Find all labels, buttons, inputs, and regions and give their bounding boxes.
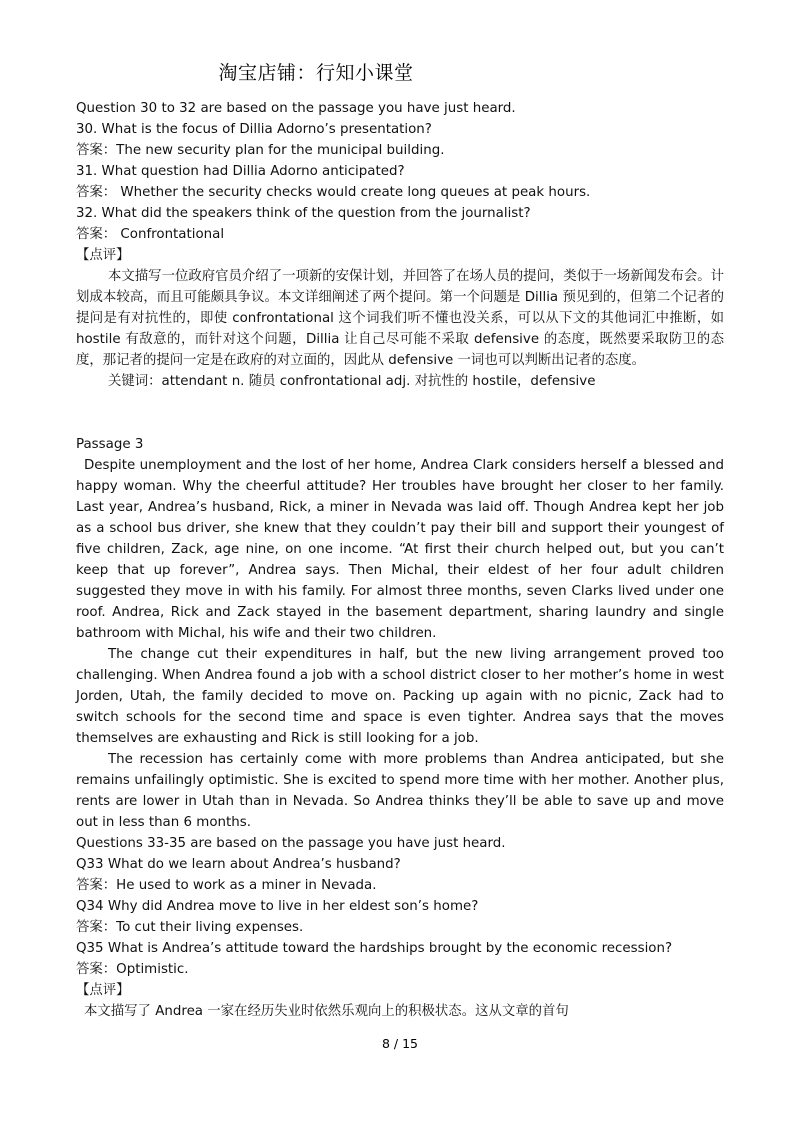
passage-paragraph-1: Despite unemployment and the lost of her home, Andrea Clark considers herself a blessed and happy woman. Why the cheerful attitude? Her troubles have brought her closer to her family. Last year, Andrea’s husband, Rick, a miner in Nevada was laid off. Though Andrea kept her job as a school bus driver, she knew that they couldn’t pay their bill and support their youngest of five children, Zack, age nine, on one income. “At first their church helped out, but you can’t keep that up forever”, Andrea says. Then Michal, their eldest of her four adult children suggested they move in with his family. For almost three months, seven Clarks lived under one roof. Andrea, Rick and Zack stayed in the basement department, sharing laundry and single bathroom with Michal, his wife and their two children. — [76, 458, 724, 641]
answer-34: 答案：To cut their living expenses. — [76, 920, 304, 935]
page-content — [76, 98, 724, 1022]
comment-title-1: 【点评】 — [76, 248, 130, 263]
passage-title: Passage 3 — [76, 437, 144, 452]
answer-31: 答案： Whether the security checks would create long queues at peak hours. — [76, 185, 591, 200]
answer-32: 答案： Confrontational — [76, 227, 225, 242]
question-32: 32. What did the speakers think of the question from the journalist? — [76, 206, 531, 221]
spacer — [76, 413, 724, 434]
question-30: 30. What is the focus of Dillia Adorno’s presentation? — [76, 122, 432, 137]
passage-paragraph-2: The change cut their expenditures in half, but the new living arrangement proved too challenging. When Andrea found a job with a school district closer to her mother’s home in west Jorden, Utah, the family decided to move on. Packing up again with no picnic, Zack had to switch schools for the second time and space is even tighter. Andrea says that the moves themselves are exhausting and Rick is still looking for a job. — [76, 647, 724, 746]
comment-paragraph-1: 本文描写一位政府官员介绍了一项新的安保计划，并回答了在场人员的提问，类似于一场新闻发布会。计划成本较高，而且可能颇具争议。本文详细阐述了两个提问。第一个问题是 Dillia 预见到的，但第二个记者的提问是有对抗性的，即使 confrontational 这个词我们听不懂也没关系，可以从下文的其他词汇中推断，如 hostile 有敌意的，而针对这个问题，Dillia 让自己尽可能不采取 defensive 的态度，既然要采取防卫的态度，那记者的提问一定是在政府的对立面的，因此从 defensive 一词也可以判断出记者的态度。 — [76, 269, 724, 368]
answer-30: 答案：The new security plan for the municipal building. — [76, 143, 445, 158]
comment-title-2: 【点评】 — [76, 983, 130, 998]
question-31: 31. What question had Dillia Adorno anticipated? — [76, 164, 405, 179]
page-number: 8 / 15 — [381, 1036, 419, 1051]
question-33: Q33 What do we learn about Andrea’s husband? — [76, 857, 401, 872]
keywords-line: 关键词：attendant n. 随员 confrontational adj. 对抗性的 hostile，defensive — [108, 374, 596, 389]
spacer — [76, 392, 724, 413]
question-35: Q35 What is Andrea’s attitude toward the hardships brought by the economic recession? — [76, 941, 673, 956]
passage-paragraph-3: The recession has certainly come with more problems than Andrea anticipated, but she remains unfailingly optimistic. She is excited to spend more time with her mother. Another plus, rents are lower in Utah than in Nevada. So Andrea thinks they’ll be able to save up and move out in less than 6 months. — [76, 752, 724, 830]
section2-intro: Questions 33-35 are based on the passage you have just heard. — [76, 836, 506, 851]
page-header: 淘宝店铺：行知小课堂 — [218, 62, 414, 84]
section1-intro: Question 30 to 32 are based on the passage you have just heard. — [76, 101, 516, 116]
answer-33: 答案：He used to work as a miner in Nevada. — [76, 878, 377, 893]
answer-35: 答案：Optimistic. — [76, 962, 189, 977]
question-34: Q34 Why did Andrea move to live in her eldest son’s home? — [76, 899, 479, 914]
comment-paragraph-2: 本文描写了 Andrea 一家在经历失业时依然乐观向上的积极状态。这从文章的首句 — [84, 1004, 569, 1019]
